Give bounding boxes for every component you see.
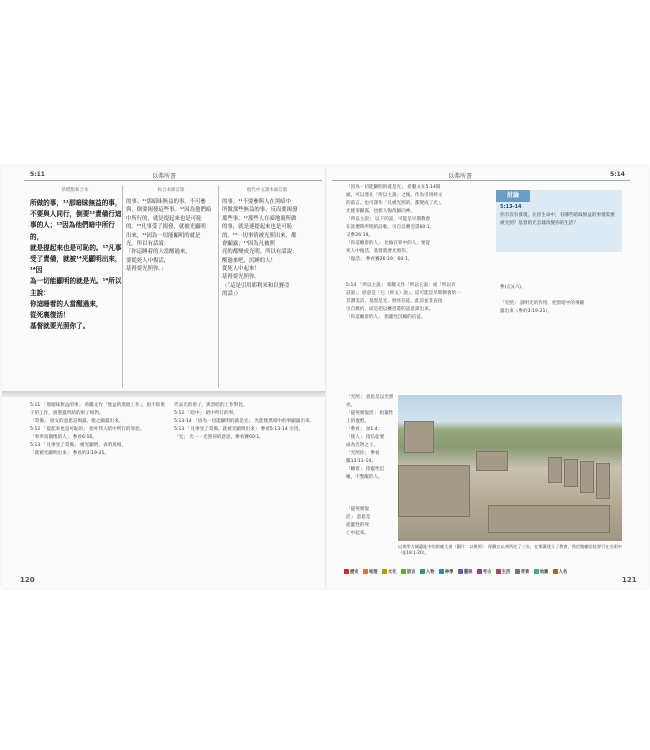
legend-item: 神學 [439,570,454,575]
legend-item: 生活 [496,570,511,575]
legend-item: 人物 [420,570,435,575]
legend-item: 靈修 [458,570,473,575]
ruin-pillar-1 [548,457,562,483]
left-running-ref: 5:11 [30,171,45,178]
notes-far-right: 參(五)(六)。 「光照」 說明光的作用，把黑暗中的事顯 露出來（參約3:19-21）。 [500,285,585,315]
ruin-wall-left [404,421,434,453]
ruin-pillar-4 [596,463,610,499]
ruin-pillar-2 [564,459,578,487]
legend-strip [344,569,584,579]
discussion-ref: 5:13-14 [500,204,522,210]
notes-left-column: 5:11 「那暗昧無益的事」 希臘文作「無益的黑暗工作」，指不結果子的工作，與聖靈所結的果子相對。 「責備」 原文的意思是揭露，使之顯露出來。 5:12 「提起來也是可恥的」 指外邦人暗中所行的罪惡。 「事奉真偶像的人」 參看6:16。 5:13 「凡事受了責備」 被光顯明，表明真相。 「就被光顯明出來」 參看約3:19-21。 [30,403,165,457]
column-divider-2 [218,186,219,388]
notes-right-mid: 5:14 「所以主說」 希臘文作「所以它說」或「所以有 話說」，原意是「它（經文）說」。這可能是早期教會的一 首讚美詩，基督是光，照亮信徒。此詩並非直接 引自舊約，而是把以賽亞書的話意譯出來。 「你這睡着的人」 指靈性沉睡的信徒。 [346,283,461,321]
legend-item: 地理 [363,570,378,575]
ruin-foundation [488,505,610,533]
legend-item: 文化 [382,570,397,575]
legend-item: 語言 [401,570,416,575]
right-page-number: 121 [622,576,637,584]
notes-right-side: 「光照」 意思是以光照亮。 「從死裏復活」 指靈性上的復甦。 「參看」 加1:4； 「使人」 指信徒要 成為光明之子。 「光照你」 參看 羅13:11-14。 「睡着」 指靈性沉 睡，不警醒的人。 [346,395,394,481]
column-divider-1 [122,186,123,388]
section-band [2,391,325,397]
page-gutter [325,166,327,588]
notes-right-column: 代表光的果子，與黑暗的工作對比。 5:12 「暗中」 暗中所行的事。 5:13-14 「因為一切能顯明的就是光」 光能使黑暗中的事顯露出來。 5:13 「凡事受了責備，就被光顯明出來」 參看5:13-14 引用。 「光」 光一一光照你的意思。參看賽60:1。 [174,403,315,441]
notes-right-side-2: 「從死裏復 活」 意思是 從靈性的死 亡中起來。 [346,507,371,537]
left-header-rule [24,180,322,181]
ruin-block-mid [476,451,508,471]
legend-item: 人名 [553,570,568,575]
column-header-3: 現代中文譯本修訂版 [246,188,288,193]
discussion-box [496,190,622,252]
notes-right-top: 「因為一切能顯明的就是光」 希臘文在5:14開 頭，可以連在「所以主說」之後，作為引用經文 的前言。也可譯作「凡被光照的，都變成了光」， 光使罪顯露，也使人悔改歸向神。 「所以主說」 以下的話，可能是早期教會 在洗禮時所唱的詩歌，引自以賽亞書60:1， 又參26:19。 「你這睡着的人」 比喻在罪中的人，要從 死人中復活，基督就要光照你。 「復活」 參看賽26:19；60:1。 [346,185,445,263]
column-text-2: 的事。¹¹那暗昧無益的事，不可參 與，倒要揭發這些事。¹²因為他們暗 中所行的，就是提起來也是可恥 的。¹³凡事受了揭發，就被光顯明 出來，¹⁴因為一切能顯明的就是 光。所以有話說： 「你這睡着的人當醒過來， 要從死人中復活， 基督要光照你。」 [126,199,212,272]
legend-item: 歷史 [344,570,359,575]
ruins-photo [398,395,622,541]
column-text-1: 所做的事，¹¹那暗昧無益的事， 不要與人同行，倒要¹²責備行這 事的人；¹³因為他們暗中所行的， 就是提起來也是可恥的。¹³凡事 受了責備，就被¹⁴光顯明出來，¹⁴因 為一切能顯明的就是光。¹⁴所以 主說： 你這睡着的人當醒過來， 從死裏復活！ 基督就要光照你了。 [30,199,122,331]
legend-item: 考古 [477,570,492,575]
ruin-block-left [398,465,470,517]
column-text-3: 的事。¹¹不要參與人在黑暗中 所做那些無益的事，反而要揭發 那些事。¹²那些人在暗地裏所做 的事，就是連提起來也是可恥 的。¹³一切事情被光照出來，都 會顯露；¹⁴因為凡被照 亮的都變成光明。所以有話說： 醒過來吧，沉睡的人！ 從死人中起來！ 基督要光照你。 （「這是引用耶利米和以賽亞 的話」） [222,199,298,298]
right-header-rule [332,180,630,181]
discussion-body: 你有沒有發現，在你生命中，有哪些暗昧無益的事情需要被光照？基督的光怎樣改變你的生活？ [500,213,615,226]
column-header-2: 和合本修訂版 [157,188,185,193]
legend-item: 背景 [515,570,530,575]
left-running-title: 以弗所書 [152,173,177,180]
column-header-1: 新標點和合本 [61,188,89,193]
legend-item: 地圖 [534,570,549,575]
left-page-number: 120 [20,576,35,584]
right-running-ref: 5:14 [610,171,625,178]
ruin-pillar-3 [580,461,594,493]
right-running-title: 以弗所書 [448,173,473,180]
photo-caption: 以弗所古城遺址中的拱廊大道（圖片：以弗所）：保羅在以弗所住了三年，在那裏建立了教會，寫信勉勵信徒要行在光明中（徒19:1-20）。 [398,544,623,556]
discussion-tab: 討論 [496,190,530,202]
